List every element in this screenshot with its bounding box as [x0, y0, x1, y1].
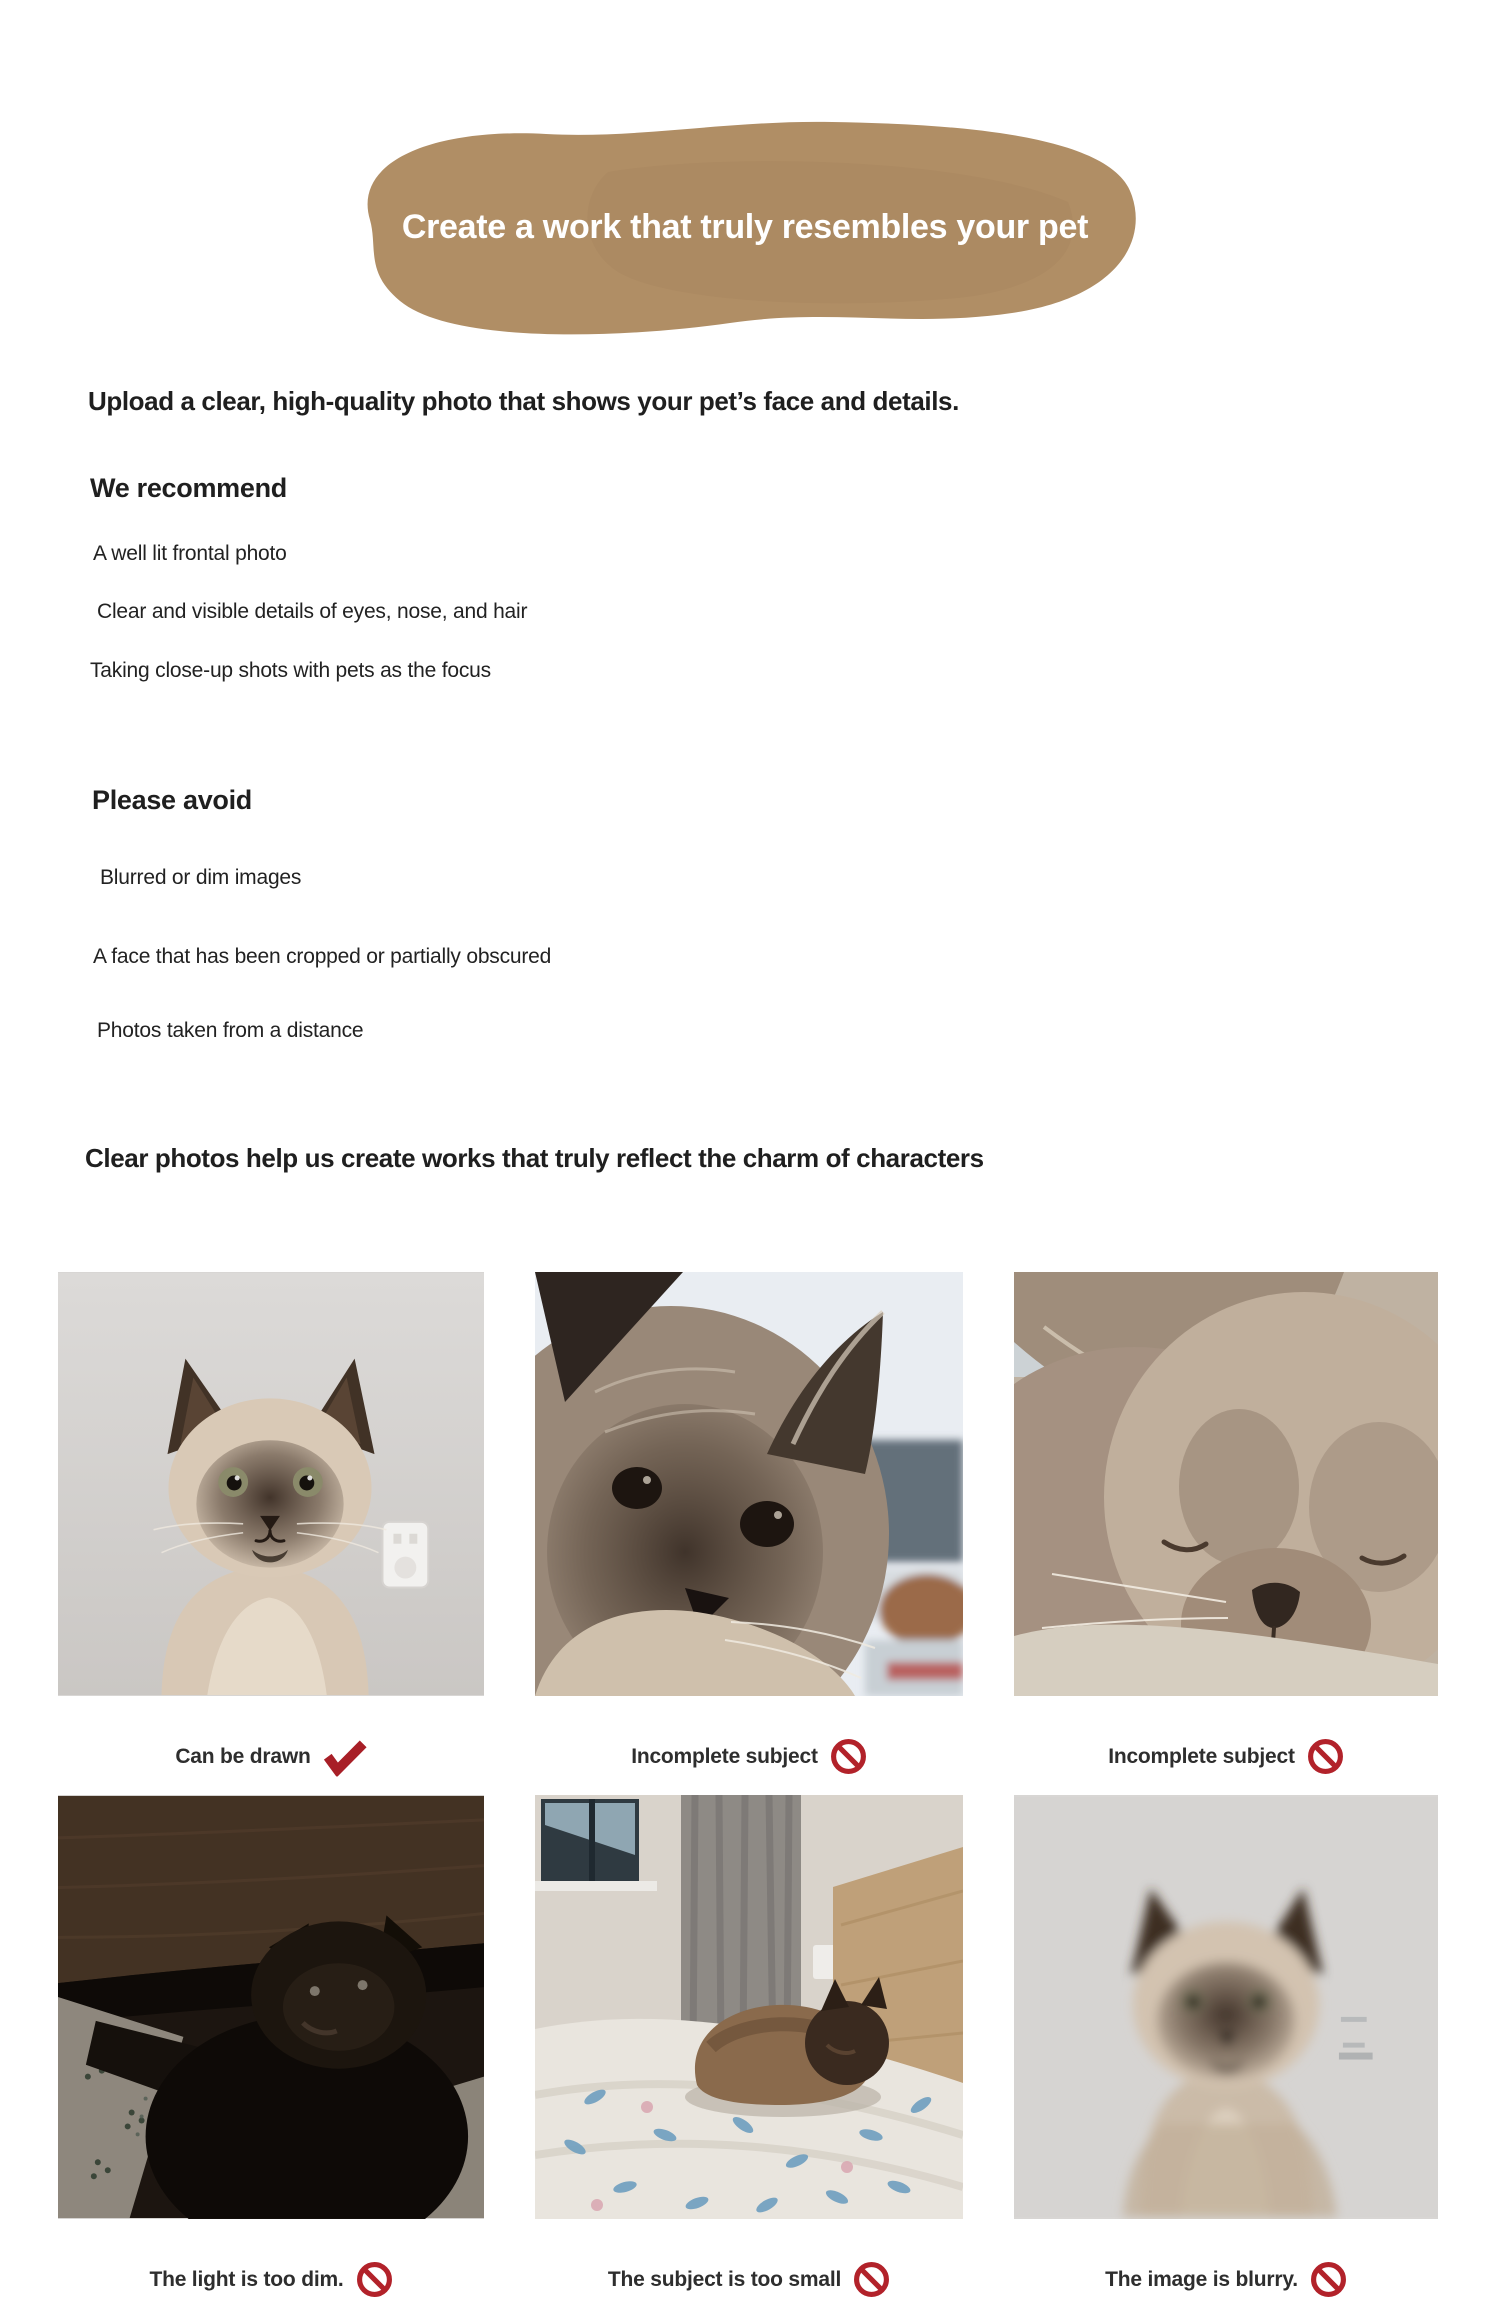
example-photo-grid [58, 1272, 1442, 2318]
caption-can-be-drawn [58, 1696, 484, 1795]
photo-clear-frontal-cat [58, 1272, 484, 1696]
window [535, 1799, 657, 1891]
cat-illustration [154, 1359, 387, 1695]
photo-cropped-face-cat [535, 1272, 963, 1696]
page-title: Create a work that truly resembles your pet [401, 208, 1089, 246]
caption-label: The light is too dim. [149, 2267, 344, 2291]
avoid-item: A face that has been cropped or partially obscured [93, 945, 552, 968]
caption-label: Incomplete subject [631, 1744, 818, 1768]
photo-distant-cat [535, 1795, 963, 2219]
cat-sleeping-illustration [1014, 1272, 1438, 1696]
caption-label: Can be drawn [175, 1744, 311, 1768]
caption-blurry [1014, 2219, 1438, 2318]
caption-too-dim [58, 2219, 484, 2318]
recommend-heading: We recommend [90, 473, 287, 503]
photo-blurry-cat [1014, 1795, 1438, 2219]
examples-heading: Clear photos help us create works that truly reflect the charm of characters [85, 1143, 984, 1173]
recommend-item: Clear and visible details of eyes, nose, and hair [97, 600, 528, 623]
wall-outlet [382, 1522, 428, 1588]
caption-too-small [535, 2219, 963, 2318]
cat-distant-illustration [535, 1795, 963, 2219]
avoid-item: Photos taken from a distance [97, 1019, 364, 1042]
prohibition-icon [1307, 1738, 1344, 1775]
example-card-too-small [535, 1795, 963, 2318]
caption-incomplete-2 [1014, 1696, 1438, 1795]
prohibition-icon [830, 1738, 867, 1775]
example-card-blurry [1014, 1795, 1438, 2318]
example-card-can-be-drawn [58, 1272, 484, 1795]
recommend-item: Taking close-up shots with pets as the focus [90, 659, 491, 682]
example-card-too-dim [58, 1795, 484, 2318]
example-card-incomplete-2 [1014, 1272, 1438, 1795]
cat-frontal-illustration [58, 1272, 484, 1696]
caption-incomplete-1 [535, 1696, 963, 1795]
photo-sleeping-closeup-cat [1014, 1272, 1438, 1696]
avoid-heading: Please avoid [92, 785, 252, 815]
caption-label: Incomplete subject [1108, 1744, 1295, 1768]
caption-label: The subject is too small [607, 2267, 842, 2291]
cat-blurry-illustration [1014, 1795, 1438, 2219]
avoid-item: Blurred or dim images [100, 866, 302, 889]
cat-illustration [1014, 1272, 1438, 1696]
intro-text: Upload a clear, high-quality photo that shows your pet’s face and details. [88, 386, 959, 416]
prohibition-icon [356, 2261, 393, 2298]
cat-dim-illustration [58, 1795, 484, 2219]
caption-label: The image is blurry. [1105, 2267, 1298, 2291]
prohibition-icon [1310, 2261, 1347, 2298]
prohibition-icon [853, 2261, 890, 2298]
photo-dim-cat [58, 1795, 484, 2219]
recommend-item: A well lit frontal photo [93, 542, 287, 565]
example-card-incomplete-1 [535, 1272, 963, 1795]
cat-closeup-illustration [535, 1272, 963, 1696]
checkmark-icon [321, 1735, 368, 1778]
